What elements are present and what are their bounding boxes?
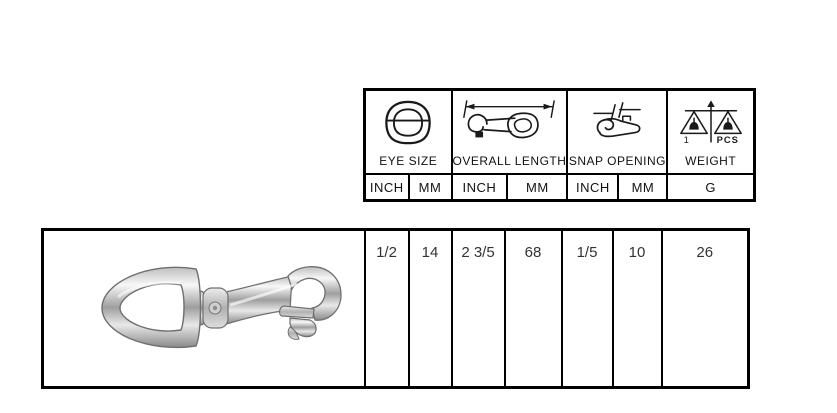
value-overall-length-mm: 68	[505, 230, 562, 388]
unit-eye-size-inch: INCH	[365, 174, 409, 201]
column-label-overall-length: OVERALL LENGTH	[452, 154, 567, 168]
column-label-weight: WEIGHT	[685, 154, 737, 168]
column-label-eye-size: EYE SIZE	[379, 154, 438, 168]
product-data-row	[43, 230, 749, 388]
column-eye-size	[365, 90, 452, 175]
weight-scale-icon	[678, 91, 744, 154]
unit-overall-length-mm: MM	[507, 174, 567, 201]
weight-right-pan-label: PCS	[716, 133, 739, 145]
spec-header-table	[363, 88, 756, 202]
unit-snap-opening-mm: MM	[618, 174, 667, 201]
overall-length-icon	[461, 91, 557, 154]
value-snap-opening-mm: 10	[613, 230, 662, 388]
value-overall-length-inch: 2 3/5	[452, 230, 505, 388]
unit-weight-g: G	[667, 174, 754, 201]
product-photo-cell	[43, 230, 365, 388]
column-overall-length	[452, 90, 568, 175]
swivel-snap-hook-image	[94, 261, 346, 354]
column-weight	[667, 90, 754, 175]
value-weight-g: 26	[662, 230, 749, 388]
eye-size-icon	[381, 91, 435, 154]
snap-opening-icon	[588, 91, 646, 154]
header-icon-row	[365, 90, 755, 175]
value-snap-opening-inch: 1/5	[562, 230, 613, 388]
unit-overall-length-inch: INCH	[452, 174, 508, 201]
column-snap-opening	[567, 90, 667, 175]
value-eye-size-mm: 14	[409, 230, 452, 388]
unit-eye-size-mm: MM	[409, 174, 452, 201]
header-unit-row	[365, 174, 755, 201]
spec-data-table	[41, 228, 750, 389]
weight-left-pan-label: 1	[683, 133, 689, 145]
value-eye-size-inch: 1/2	[365, 230, 409, 388]
column-label-snap-opening: SNAP OPENING	[568, 154, 666, 168]
unit-snap-opening-inch: INCH	[567, 174, 618, 201]
